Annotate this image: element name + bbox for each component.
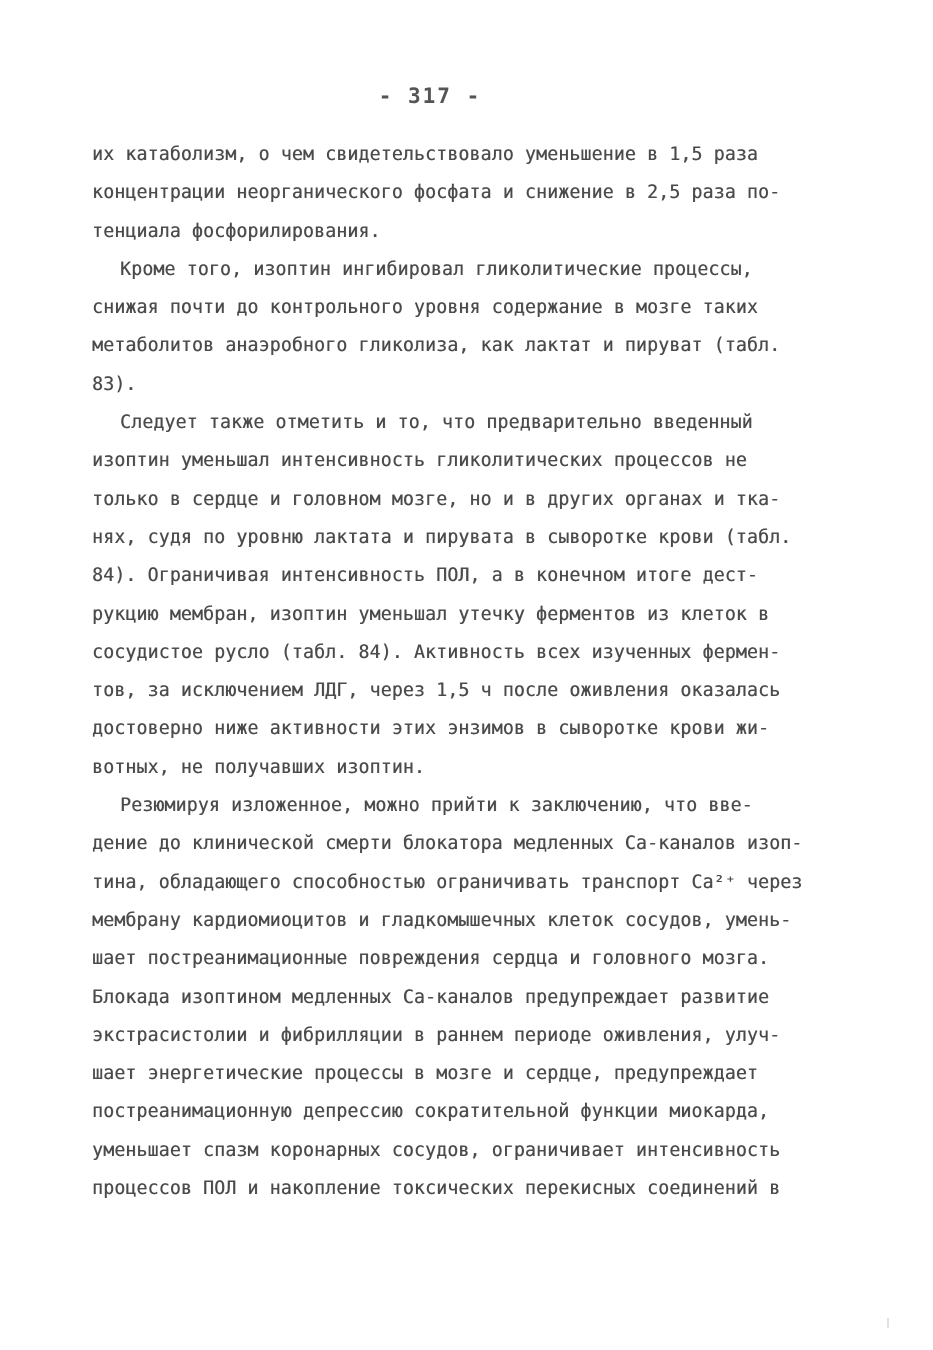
paragraph-start-line: Кроме того, изоптин ингибировал гликолитические процессы, [120,258,753,280]
text-line: рукцию мембран, изоптин уменьшал утечку ферментов из клеток в [92,603,770,625]
text-line: шает постреанимационные повреждения сердца и головного мозга. [92,948,770,970]
text-line: постреанимационную депрессию сократительной функции миокарда, [92,1101,770,1123]
text-line: дение до клинической смерти блокатора медленных Са-каналов изоп- [92,833,803,855]
text-line: шает энергетические процессы в мозге и сердце, предупреждает [92,1063,758,1085]
text-line: концентрации неорганического фосфата и снижение в 2,5 раза по- [92,182,781,204]
text-line: процессов ПОЛ и накопление токсических перекисных соединений в [92,1178,781,1200]
text-line: уменьшает спазм коронарных сосудов, ограничивает интенсивность [92,1139,781,1161]
page-number: - 317 - [378,84,482,108]
text-line: метаболитов анаэробного гликолиза, как лактат и пируват (табл. [92,335,781,357]
text-line: мембрану кардиомиоцитов и гладкомышечных клеток сосудов, умень- [92,909,792,931]
text-line: нях, судя по уровню лактата и пирувата в сыворотке крови (табл. [92,526,792,548]
body-text [92,136,852,1208]
scan-edge-mark [887,1318,889,1328]
text-line: вотных, не получавших изоптин. [92,756,425,778]
paragraph-start-line: Резюмируя изложенное, можно прийти к заключению, что вве- [120,795,753,817]
text-line: Блокада изоптином медленных Са-каналов предупреждает развитие [92,986,770,1008]
text-line: только в сердце и головном мозге, но и в других органах и тка- [92,488,781,510]
text-line: 83). [92,373,137,395]
text-line: тина, обладающего способностью ограничивать транспорт Са²⁺ через [92,871,803,893]
text-line: тенциала фосфорилирования. [92,220,381,242]
text-line: экстрасистолии и фибрилляции в раннем периоде оживления, улуч- [92,1024,781,1046]
text-line: сосудистое русло (табл. 84). Активность всех изученных фермен- [92,641,781,663]
text-line: снижая почти до контрольного уровня содержание в мозге таких [92,297,758,319]
text-line: 84). Ограничивая интенсивность ПОЛ, а в конечном итоге дест- [92,565,758,587]
text-line: изоптин уменьшал интенсивность гликолитических процессов не [92,450,747,472]
text-line: достоверно ниже активности этих энзимов в сыворотке крови жи- [92,718,770,740]
text-line: тов, за исключением ЛДГ, через 1,5 ч после оживления оказалась [92,680,781,702]
paragraph-start-line: Следует также отметить и то, что предварительно введенный [120,412,753,434]
text-line: их катаболизм, о чем свидетельствовало уменьшение в 1,5 раза [92,144,758,165]
